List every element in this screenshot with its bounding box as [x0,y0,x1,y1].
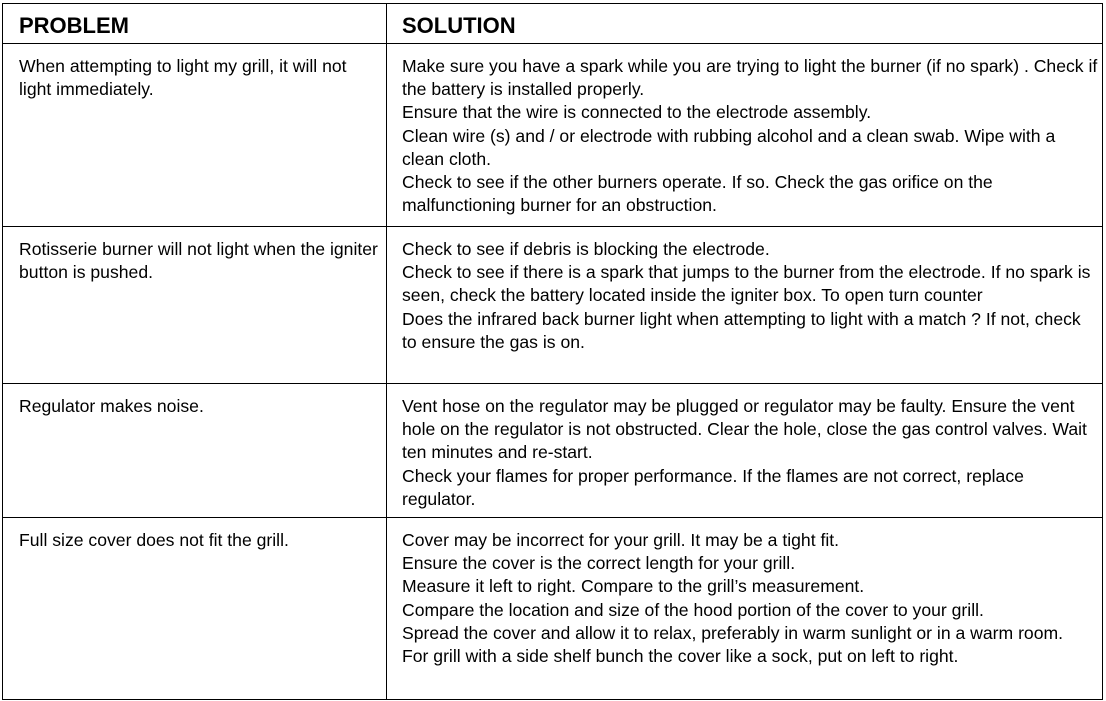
table-row [3,227,1103,384]
solution-line: Compare the location and size of the hood portion of the cover to your grill. [402,599,984,620]
problem-header: PROBLEM [3,4,387,44]
solution-cell [387,44,1103,227]
table-row [3,518,1103,700]
solution-line: Check to see if debris is blocking the electrode. [402,239,770,259]
solution-line: Spread the cover and allow it to relax, preferably in warm sunlight or in a warm room. [402,622,1064,643]
problem-cell: Rotisserie burner will not light when the igniter button is pushed. [3,227,387,384]
solution-line: Check to see if the other burners operate. If so. Check the gas orifice on the malfunctioning burner for an obstruction. [402,172,993,216]
solution-line: Clean wire (s) and / or electrode with rubbing alcohol and a clean swab. Wipe with a clean cloth. [402,125,1056,169]
table-row [3,384,1103,518]
problem-cell: Regulator makes noise. [3,384,387,518]
troubleshooting-table [2,3,1103,700]
solution-cell [387,227,1103,384]
solution-line: Cover may be incorrect for your grill. It may be a tight fit. [402,530,840,550]
solution-line: Ensure the cover is the correct length for your grill. [402,553,796,574]
solution-line: Make sure you have a spark while you are trying to light the burner (if no spark) . Check if the battery is installed properly. [402,56,1098,100]
solution-line: For grill with a side shelf bunch the cover like a sock, put on left to right. [402,646,959,667]
problem-cell: Full size cover does not fit the grill. [3,518,387,700]
solution-line: Check to see if there is a spark that jumps to the burner from the electrode. If no spark is seen, check the battery located inside the igniter box. To open turn counter [402,262,1091,306]
solution-cell [387,518,1103,700]
table-row [3,44,1103,227]
solution-line: Check your flames for proper performance. If the flames are not correct, replace regulator. [402,465,1024,509]
solution-header: SOLUTION [387,4,1103,44]
solution-cell [387,384,1103,518]
problem-cell: When attempting to light my grill, it will not light immediately. [3,44,387,227]
solution-line: Measure it left to right. Compare to the grill’s measurement. [402,576,865,597]
solution-line: Does the infrared back burner light when attempting to light with a match ? If not, check to ensure the gas is on. [402,308,1081,352]
solution-line: Vent hose on the regulator may be plugged or regulator may be faulty. Ensure the vent hole on the regulator is not obstructed. Clear the hole, close the gas control valves. Wait ten minutes and re-start. [402,396,1087,463]
table-header-row [3,4,1103,44]
solution-line: Ensure that the wire is connected to the electrode assembly. [402,102,872,123]
